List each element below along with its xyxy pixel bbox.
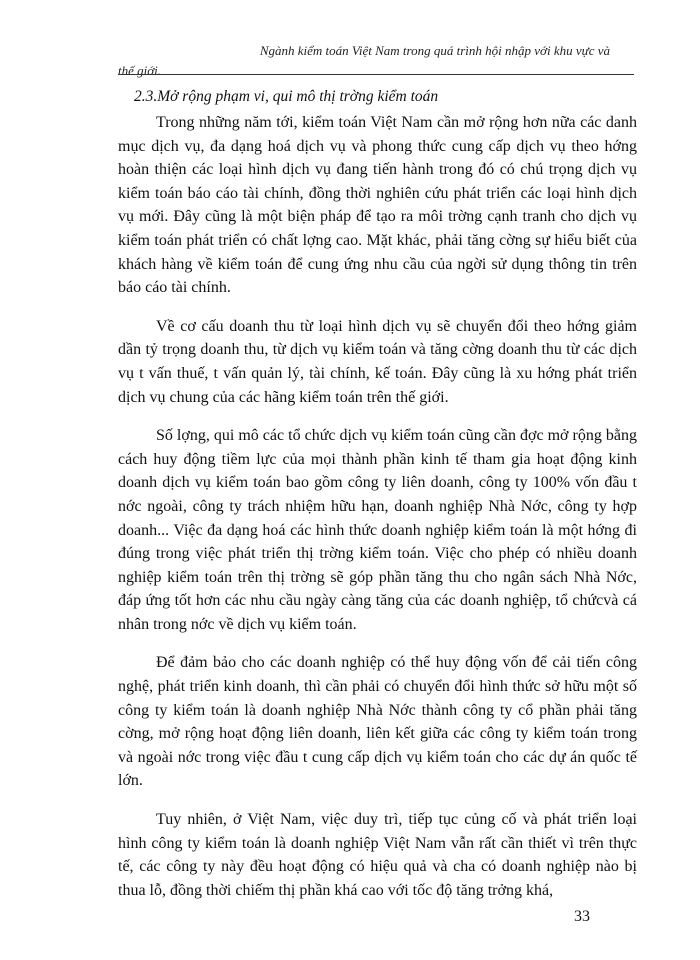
paragraph-5: Tuy nhiên, ở Việt Nam, việc duy trì, tiếp tục củng cố và phát triển loại hình công ty kiểm toán là doanh nghiệp Việt Nam vẫn rất cần thiết vì trên thực tế, các công ty này đều hoạt động có hiệu quả và cha có doanh nghiệp nào bị thua lỗ, đồng thời chiếm thị phần khá cao với tốc độ tăng trởng khá, (118, 811, 637, 899)
paragraph-2: Về cơ cấu doanh thu từ loại hình dịch vụ sẽ chuyển đổi theo hớng giảm dần tỷ trọng doanh thu, từ dịch vụ kiểm toán và tăng cờng doanh thu từ các dịch vụ t vấn thuế, t vấn quản lý, tài chính, kế toán. Đây cũng là xu hớng phát triển dịch vụ chung của các hãng kiểm toán trên thế giới. (118, 317, 637, 406)
running-header-line-1: Ngành kiểm toán Việt Nam trong quá trình hội nhập với khu vực và (259, 43, 610, 58)
body-text (118, 111, 637, 917)
running-header-line-2: thế giới. (118, 63, 162, 78)
paragraph-3: Số lợng, qui mô các tổ chức dịch vụ kiểm toán cũng cần đợc mở rộng bằng cách huy động tiềm lực của mọi thành phần kinh tế tham gia hoạt động kinh doanh dịch vụ kiểm toán bao gồm công ty liên doanh, công ty 100% vốn đầu t nớc ngoài, công ty trách nhiệm hữu hạn, doanh nghiệp Nhà Nớc, công ty hợp doanh... Việc đa dạng hoá các hình thức doanh nghiệp kiểm toán là một hớng đi đúng trong việc phát triển thị trờng kiểm toán. Việc cho phép có nhiều doanh nghiệp kiểm toán trên thị trờng sẽ góp phần tăng thu cho ngân sách Nhà Nớc, đáp ứng tốt hơn các nhu cầu ngày càng tăng của các doanh nghiệp, tổ chứcvà cá nhân trong nớc về dịch vụ kiểm toán. (118, 427, 637, 633)
section-title: 2.3.Mở rộng phạm vi, qui mô thị trờng kiểm toán (134, 88, 439, 105)
paragraph-1: Trong những năm tới, kiểm toán Việt Nam cần mở rộng hơn nữa các danh mục dịch vụ, đa dạng hoá dịch vụ và phong thức cung cấp dịch vụ theo hớng hoàn thiện các loại hình dịch vụ đang tiến hành trong đó có chú trọng dịch vụ kiểm toán báo cáo tài chính, đồng thời nghiên cứu phát triển các loại hình dịch vụ mới. Đây cũng là một biện pháp để tạo ra môi trờng cạnh tranh cho dịch vụ kiểm toán phát triển có chất lợng cao. Mặt khác, phải tăng cờng sự hiểu biết của khách hàng về kiểm toán để cung ứng nhu cầu của ngời sử dụng thông tin trên báo cáo tài chính. (118, 114, 637, 297)
page-number: 33 (574, 908, 590, 925)
header-rule (118, 74, 634, 75)
running-header (118, 40, 638, 82)
paragraph-4: Để đảm bảo cho các doanh nghiệp có thể huy động vốn để cải tiến công nghệ, phát triển kinh doanh, thì cần phải có chuyển đổi hình thức sở hữu một số công ty kiểm toán là doanh nghiệp Nhà Nớc thành công ty cổ phần phải tăng cờng, mở rộng hoạt động liên doanh, liên kết giữa các công ty kiểm toán trong và ngoài nớc trong việc đầu t cung cấp dịch vụ kiểm toán cho các dự án quốc tế lớn. (118, 654, 637, 790)
